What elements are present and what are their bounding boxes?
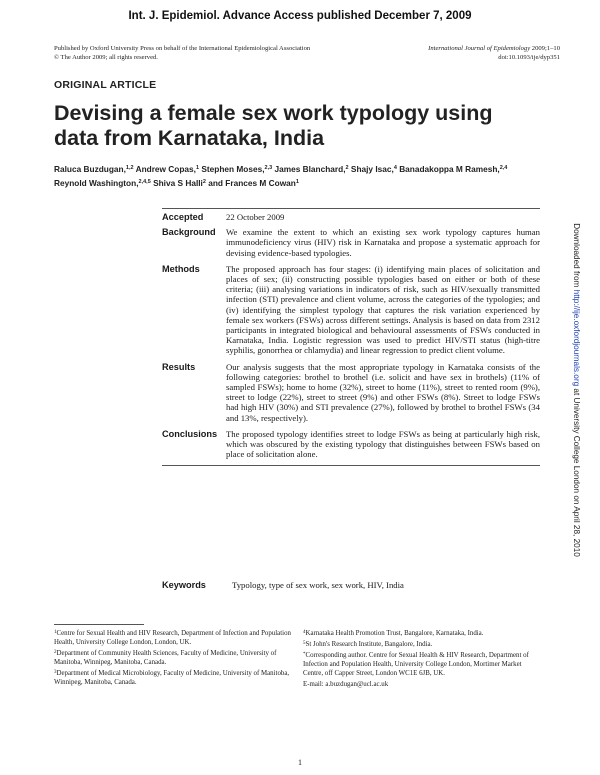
author-name	[54, 178, 151, 188]
keywords-label: Keywords	[162, 580, 206, 590]
author-affiliation: 2	[345, 165, 349, 171]
advance-access-banner: Int. J. Epidemiol. Advance Access published December 7, 2009	[128, 10, 472, 22]
publisher-info	[54, 44, 310, 62]
author-affiliation: 4	[393, 165, 397, 171]
methods-label: Methods	[162, 263, 200, 274]
author-affiliation: 1	[295, 178, 299, 185]
footnote-text: Department of Community Health Sciences, Faculty of Medicine, University of Manitoba, Winnipeg, Manitoba, Canada.	[54, 649, 277, 666]
author-list	[54, 162, 534, 189]
author-affiliation: 2,3	[264, 165, 273, 171]
footnote	[303, 680, 540, 690]
author-text: Raluca Buzdugan,	[54, 164, 126, 174]
footnote	[303, 629, 540, 639]
copyright-line: © The Author 2009; all rights reserved.	[54, 54, 158, 61]
download-watermark	[569, 210, 581, 570]
author-text: Shajy Isac,	[350, 164, 394, 174]
author-text: Banadakoppa M Ramesh,	[399, 164, 500, 174]
author-name	[201, 164, 272, 174]
footnote-divider	[54, 624, 144, 625]
author-affiliation: 1,2	[125, 165, 134, 171]
doi: doi:10.1093/ije/dyp351	[498, 54, 560, 61]
author-text: Andrew Copas,	[135, 164, 196, 174]
keywords-row	[162, 580, 540, 590]
author-name	[54, 164, 134, 174]
page-number: 1	[298, 758, 302, 767]
footnote-text: Department of Medical Microbiology, Faculty of Medicine, University of Manitoba, Winnipeg, Manitoba, Canada.	[54, 669, 290, 686]
download-prefix: Downloaded from	[572, 223, 581, 290]
journal-pages: 2009;1–10	[530, 45, 560, 52]
accepted-date: 22 October 2009	[226, 212, 285, 222]
conclusions-row	[162, 429, 540, 460]
methods-text: The proposed approach has four stages: (i) identifying main places of solicitation and places of sex; (ii) constructing possible typologies based on either or both of these criteria; (iii) analysing variations in indicators of risk, such as HIV/sexually transmitted infection (STI) prevalence and client volume, across the categories of the typologies; and (iv) identifying the simplest typology that captures the risk variation experienced by female sex workers (FSWs) across different settings. Analysis is based on data from 2312 participants in integrated biological and behavioural assessments of FSWs conducted in Karnataka, India. Logistic regression was used to predict HIV/STI status (high-titre syphilis, gonorrhea or chlamydia) and linear regression to predict client volume.	[226, 263, 540, 356]
author-text: and Frances M Cowan	[208, 177, 296, 188]
abstract-box	[162, 208, 540, 466]
author-text: James Blanchard,	[274, 164, 346, 174]
keywords-text: Typology, type of sex work, sex work, HIV, India	[232, 580, 404, 590]
author-name	[399, 164, 507, 174]
footnote-number: 2	[54, 649, 57, 655]
conclusions-text: The proposed typology identifies street to lodge FSWs as being at particularly high risk, which was obscured by the existing typology that distinguishes between FSWs based on place of solicitation alone.	[226, 428, 540, 460]
background-label: Background	[162, 227, 216, 238]
journal-site-link[interactable]: http://ije.oxfordjournals.org	[572, 289, 581, 387]
footnote-text: Corresponding author. Centre for Sexual Health & HIV Research, Department of Infection and Population Health, University College London, Mortimer Market Centre, off Capper Street, London WC1E 6JB, UK.	[303, 651, 529, 677]
background-row	[162, 227, 540, 258]
background-text: We examine the extent to which an existing sex work typology captures human immunodeficiency virus (HIV) risk in Karnataka and propose a systematic approach for devising evidence-based typologies.	[226, 227, 540, 258]
accepted-label: Accepted	[162, 212, 204, 222]
conclusions-label: Conclusions	[162, 428, 218, 439]
footnote-number: 3	[54, 669, 57, 675]
results-row	[162, 362, 540, 423]
footnote-text: Centre for Sexual Health and HIV Research, Department of Infection and Population Health, University College London, London, UK.	[54, 630, 291, 646]
article-title: Devising a female sex work typology using data from Karnataka, India	[54, 101, 493, 150]
author-affiliation: 1	[195, 165, 200, 171]
article-type-label: ORIGINAL ARTICLE	[54, 79, 157, 91]
footnote-text: E-mail: a.buzdugan@ucl.ac.uk	[303, 680, 389, 688]
footnote	[303, 640, 540, 650]
results-text: Our analysis suggests that the most appropriate typology in Karnataka consists of the following categories: brothel to brothel (i.e. solicit and have sex in brothels) (11% of sampled FSWs); home to home (32%), street to home (11%), street to rented room (9%), street to lodge (22%), street to street (9%) and other FSWs (8%). Street to lodge FSWs had high HIV (30%) and STI prevalence (27%), followed by brothel to brothel FSWs (34 and 13%, respectively).	[226, 361, 540, 423]
author-name	[275, 164, 349, 174]
methods-row	[162, 264, 540, 356]
journal-info	[428, 44, 560, 62]
footnote-text: St John's Research Institute, Bangalore, India.	[305, 640, 433, 648]
footnote-number: 4	[303, 630, 306, 635]
publisher-line: Published by Oxford University Press on behalf of the International Epidemiological Association	[54, 45, 311, 52]
footnote	[54, 669, 291, 688]
footnotes-right-column	[303, 629, 540, 690]
results-label: Results	[162, 361, 196, 372]
download-suffix: at University College London on April 28, 2010	[572, 386, 581, 557]
footnotes-left-column	[54, 629, 291, 690]
author-name	[208, 178, 299, 188]
footnote	[54, 629, 291, 648]
journal-name: International Journal of Epidemiology	[428, 45, 531, 52]
footnote-number: 5	[303, 640, 306, 646]
author-text: Stephen Moses,	[201, 164, 265, 174]
author-name	[153, 178, 206, 188]
footnote	[54, 649, 291, 668]
accepted-row	[162, 212, 540, 222]
author-affiliation: 2,4	[499, 165, 508, 171]
footnotes	[54, 629, 540, 690]
footnote-text: Karnataka Health Promotion Trust, Bangalore, Karnataka, India.	[305, 630, 484, 637]
footnote	[303, 651, 540, 679]
author-affiliation: 2,4,5	[138, 178, 151, 185]
author-text: Shiva S Halli	[153, 177, 203, 188]
author-name	[351, 164, 397, 174]
author-name	[136, 164, 199, 174]
footnote-number: 1	[54, 630, 57, 635]
author-text: Reynold Washington,	[54, 177, 139, 188]
footnote-number: *	[303, 651, 306, 657]
author-affiliation: 2	[202, 178, 206, 185]
